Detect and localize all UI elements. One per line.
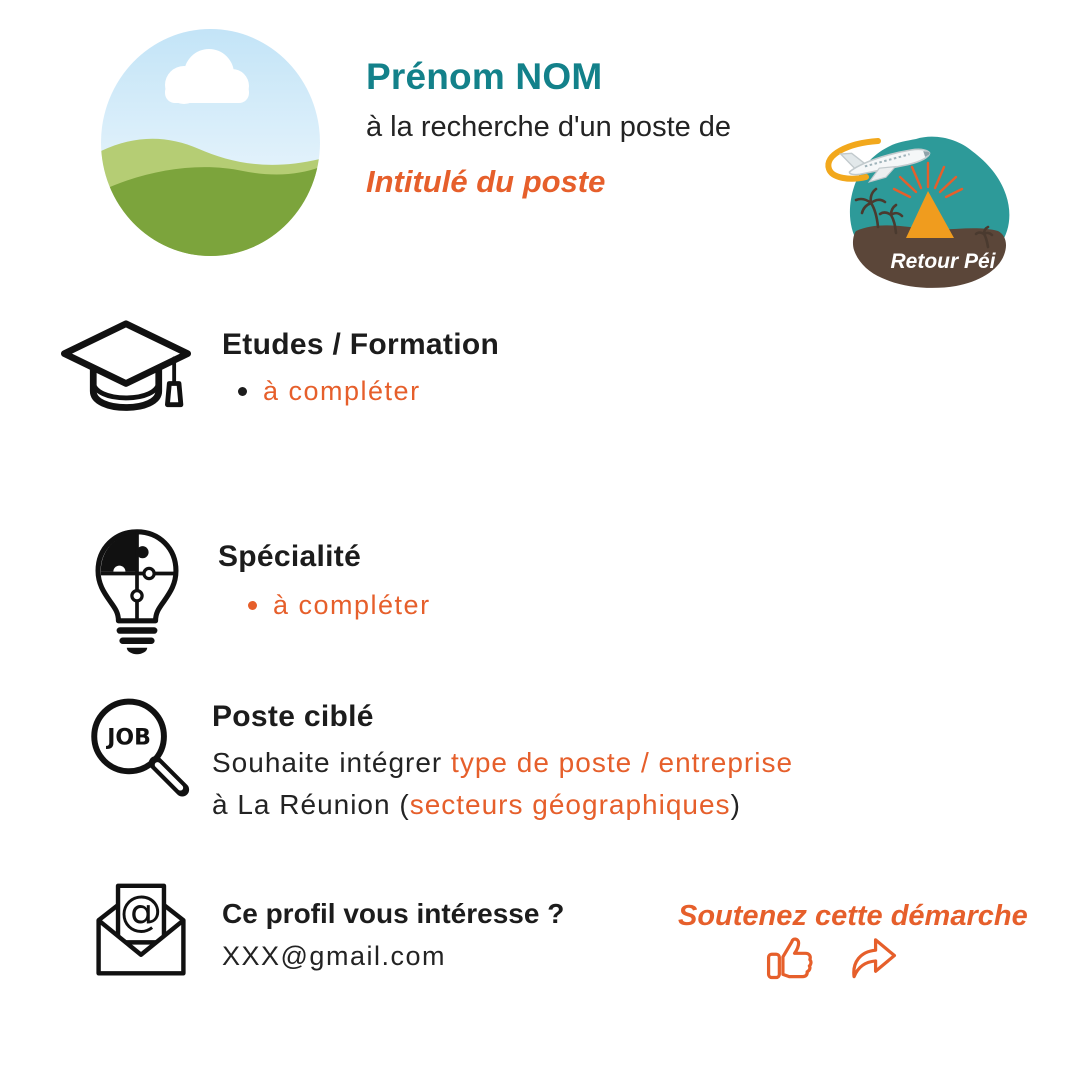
header — [366, 56, 826, 200]
retour-pei-logo — [820, 125, 1025, 293]
person-name: Prénom NOM — [366, 56, 603, 97]
header-subtitle: à la recherche d'un poste de — [366, 111, 732, 143]
landscape-photo-placeholder-icon — [101, 29, 320, 256]
target-line-2 — [212, 784, 892, 826]
education-section — [222, 328, 499, 407]
bullet-dot — [248, 601, 257, 610]
bullet-dot — [238, 387, 247, 396]
target-line-1 — [212, 742, 892, 784]
education-icon — [58, 318, 194, 422]
specialty-icon — [86, 526, 188, 660]
target-title: Poste ciblé — [212, 700, 374, 733]
support-block — [678, 900, 1028, 933]
target-icon — [86, 695, 196, 809]
at-sign-glyph: @ — [119, 886, 163, 936]
like-button[interactable] — [764, 930, 818, 982]
education-bullet-text: à compléter — [263, 376, 421, 406]
contact-email[interactable]: XXX@gmail.com — [222, 941, 446, 971]
specialty-bullet-row — [248, 590, 431, 621]
lightbulb-puzzle-icon — [86, 526, 188, 660]
education-bullet-row — [238, 376, 499, 407]
contact-icon — [88, 878, 194, 982]
target-line2-black2: ) — [730, 789, 741, 820]
education-title: Etudes / Formation — [222, 328, 500, 361]
share-button[interactable] — [845, 930, 899, 982]
magnifier-job-text: JOB — [107, 725, 151, 751]
email-envelope-icon — [88, 878, 194, 982]
target-line1-orange: type de poste / entreprise — [451, 747, 794, 778]
contact-section — [222, 898, 564, 972]
specialty-section — [218, 540, 431, 621]
contact-title: Ce profil vous intéresse ? — [222, 898, 565, 929]
support-label: Soutenez cette démarche — [678, 900, 1028, 932]
graduation-cap-icon — [58, 318, 194, 422]
target-section — [212, 700, 892, 826]
target-line1-black: Souhaite intégrer — [212, 747, 452, 778]
specialty-title: Spécialité — [218, 540, 362, 573]
job-magnifier-icon — [86, 695, 196, 809]
share-icon — [845, 930, 899, 982]
target-line2-orange: secteurs géographiques — [409, 789, 731, 820]
profile-photo-placeholder — [101, 29, 320, 256]
reunion-island-plane-icon — [820, 125, 1025, 293]
specialty-bullet-text: à compléter — [273, 590, 431, 620]
job-title: Intitulé du poste — [366, 164, 606, 199]
logo-wordmark: Retour Péi — [890, 250, 996, 273]
thumbs-up-icon — [764, 930, 818, 982]
target-line2-black1: à La Réunion ( — [212, 789, 410, 820]
